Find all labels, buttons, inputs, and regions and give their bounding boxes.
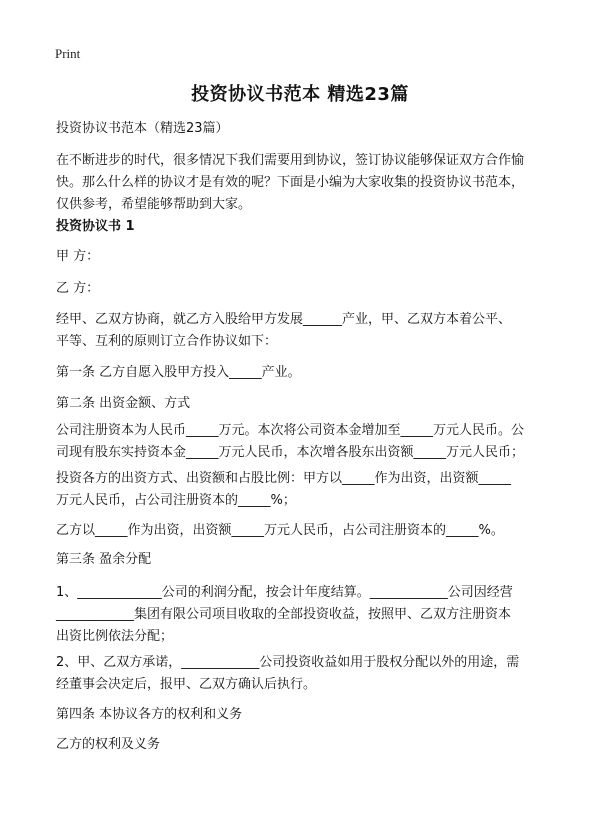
party-b-rights: 乙方的权利及义务 — [56, 737, 161, 752]
preamble-line-2: 平等、互利的原则订立合作协议如下： — [56, 334, 278, 349]
capital-line-2: 司现有股东实持资本金_____万元人民币，本次增各股东出资额_____万元人民币； — [56, 445, 525, 460]
print-label: Print — [55, 46, 81, 61]
article-4-heading: 第四条 本协议各方的权利和义务 — [56, 707, 243, 722]
party-b-label: 乙 方： — [56, 281, 100, 296]
contribution-line-1: 投资各方的出资方式、出资额和占股比例：甲方以_____作为出资，出资额_____ — [56, 471, 512, 486]
contribution-line-2: 万元人民币，占公司注册资本的_____%； — [56, 493, 296, 508]
article-3-heading: 第三条 盈余分配 — [56, 552, 152, 567]
section-heading: 投资协议书 1 — [56, 219, 135, 234]
capital-line-1: 公司注册资本为人民币_____万元。本次将公司资本金增加至_____万元人民币。公 — [56, 423, 525, 438]
intro-line-3: 仅供参考，希望能够帮助到大家。 — [56, 197, 252, 212]
profit-1-line-1: 1、_____________公司的利润分配，按会计年度结算。____________公司因经营 — [56, 585, 513, 600]
profit-2-line-1: 2、甲、乙双方承诺，____________公司投资收益如用于股权分配以外的用途，需 — [56, 655, 520, 670]
article-1: 第一条 乙方自愿入股甲方投入_____产业。 — [56, 365, 301, 380]
document-title: 投资协议书范本 精选23篇 — [191, 84, 409, 105]
intro-line-2: 快。那么什么样的协议才是有效的呢？下面是小编为大家收集的投资协议书范本， — [56, 175, 525, 190]
preamble-line-1: 经甲、乙双方协商，就乙方入股给甲方发展______产业，甲、乙双方本着公平、 — [56, 312, 512, 327]
profit-1-line-2: ____________集团有限公司项目收取的全部投资收益，按照甲、乙双方注册资本 — [56, 607, 512, 622]
intro-line-1: 在不断进步的时代，很多情况下我们需要用到协议，签订协议能够保证双方合作愉 — [56, 153, 525, 168]
party-a-label: 甲 方： — [56, 249, 100, 264]
document-subtitle: 投资协议书范本（精选23篇） — [56, 121, 229, 136]
profit-2-line-2: 经董事会决定后，报甲、乙双方确认后执行。 — [56, 677, 317, 692]
party-b-contribution: 乙方以_____作为出资，出资额_____万元人民币，占公司注册资本的_____%。 — [56, 523, 504, 538]
profit-1-line-3: 出资比例依法分配； — [56, 629, 174, 644]
article-2-heading: 第二条 出资金额、方式 — [56, 396, 191, 411]
